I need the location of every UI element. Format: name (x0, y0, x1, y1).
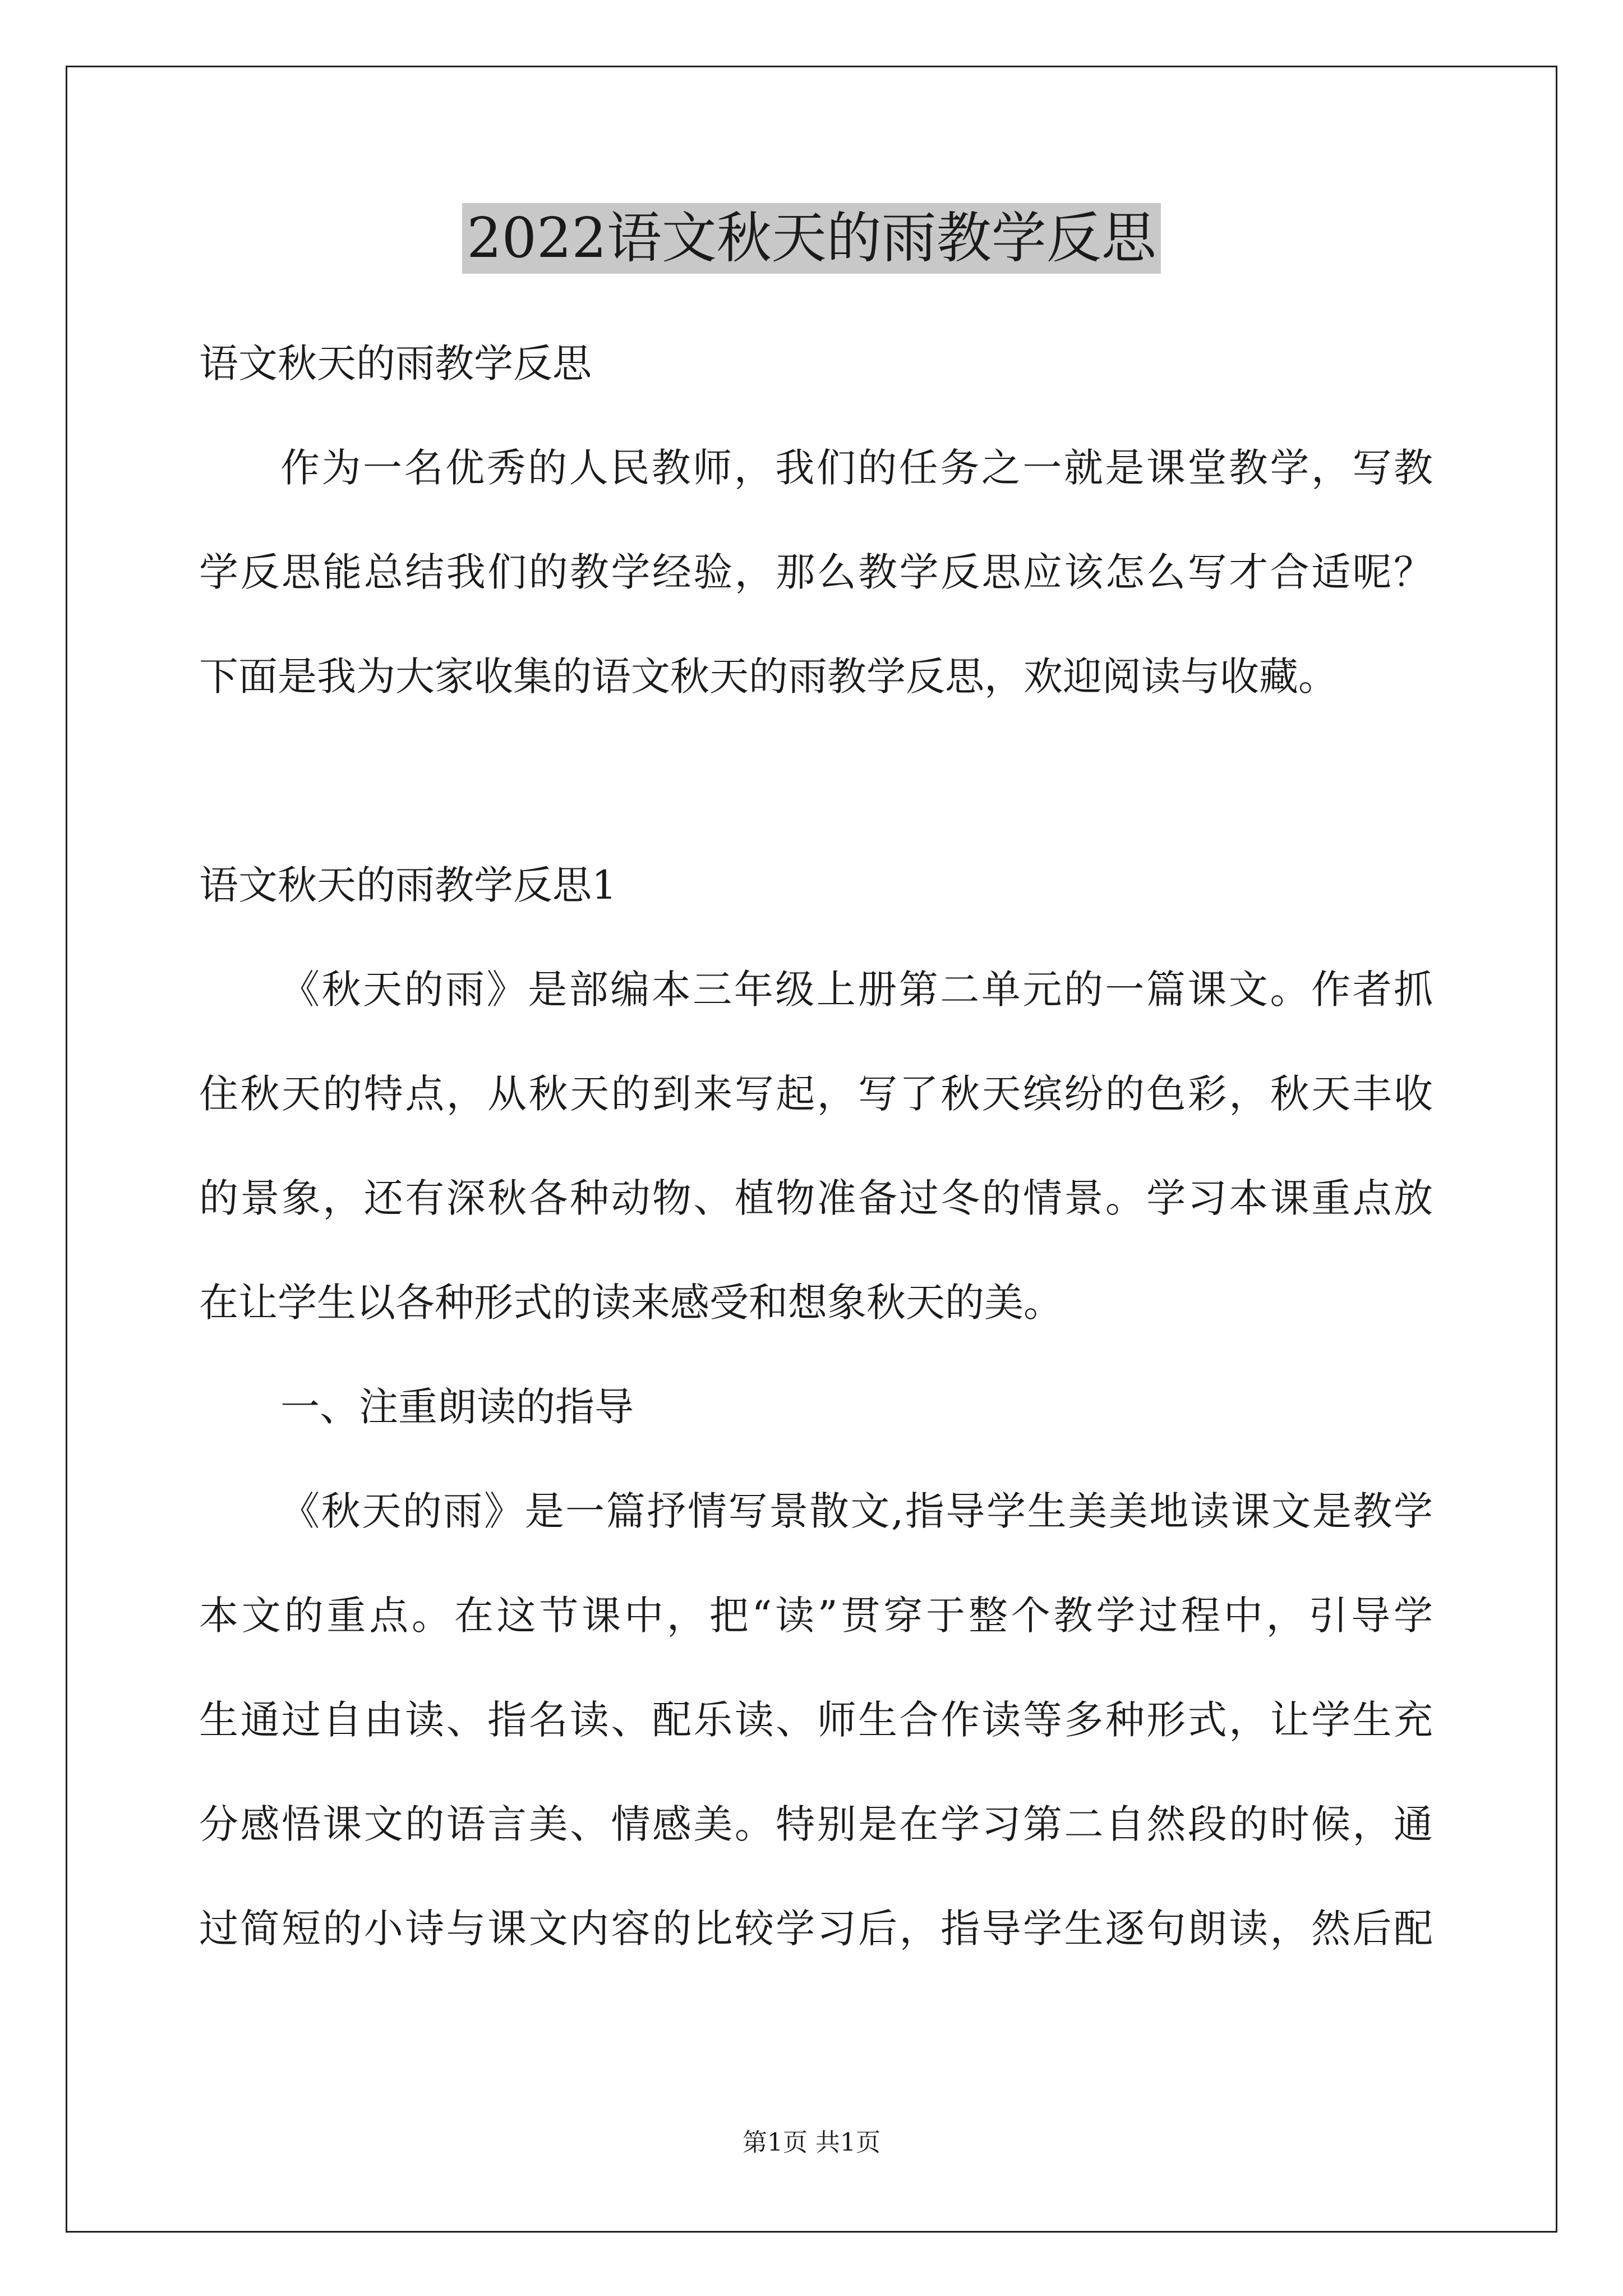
intro-line-1: 作为一名优秀的人民教师，我们的任务之一就是课堂教学，写教 (280, 445, 1433, 491)
para2-line-1: 《秋天的雨》是一篇抒情写景散文,指导学生美美地读课文是教学 (280, 1488, 1433, 1534)
para2-line-4: 分感悟课文的语言美、情感美。特别是在学习第二自然段的时候，通 (199, 1801, 1433, 1847)
page-number-footer: 第1页 共1页 (743, 2128, 880, 2157)
para1-line-1: 《秋天的雨》是部编本三年级上册第二单元的一篇课文。作者抓 (280, 967, 1433, 1013)
document-body (199, 311, 1433, 1981)
document-title-text: 2022语文秋天的雨教学反思 (462, 203, 1160, 274)
section-spacer (199, 729, 1433, 833)
document-title (0, 202, 1623, 275)
intro-line-3: 下面是我为大家收集的语文秋天的雨教学反思，欢迎阅读与收藏。 (199, 654, 1338, 700)
para1-line-4: 在让学生以各种形式的读来感受和想象秋天的美。 (199, 1280, 1063, 1326)
section-heading: 语文秋天的雨教学反思1 (199, 862, 617, 908)
para1-line-2: 住秋天的特点，从秋天的到来写起，写了秋天缤纷的色彩，秋天丰收 (199, 1071, 1433, 1117)
subheading: 一、注重朗读的指导 (280, 1384, 634, 1430)
para2-line-5: 过简短的小诗与课文内容的比较学习后，指导学生逐句朗读，然后配 (199, 1906, 1433, 1952)
intro-line-2: 学反思能总结我们的教学经验，那么教学反思应该怎么写才合适呢？ (199, 549, 1433, 595)
para1-line-3: 的景象，还有深秋各种动物、植物准备过冬的情景。学习本课重点放 (199, 1175, 1433, 1221)
subtitle: 语文秋天的雨教学反思 (199, 341, 592, 386)
para2-line-3: 生通过自由读、指名读、配乐读、师生合作读等多种形式，让学生充 (199, 1697, 1433, 1743)
para2-line-2: 本文的重点。在这节课中，把“读”贯穿于整个教学过程中，引导学 (199, 1593, 1433, 1639)
